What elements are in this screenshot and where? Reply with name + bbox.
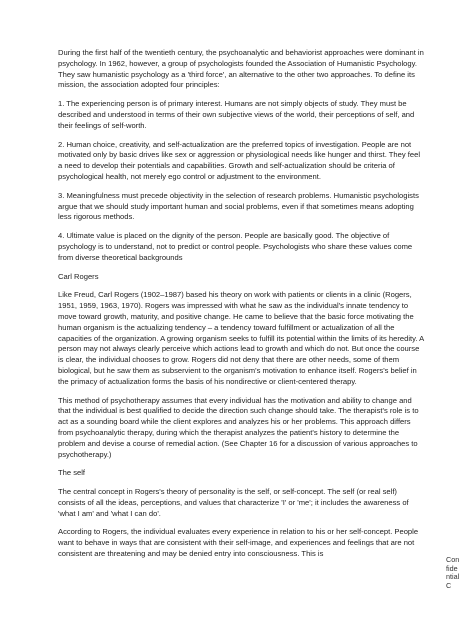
intro-paragraph: During the first half of the twentieth century, the psychoanalytic and behaviorist approaches were dominant in psychology. In 1962, however, a group of psychologists founded the Association of Humanistic Psychology. They saw humanistic psychology as a 'third force', an alternative to the other two approaches. To define its mission, the association adopted four principles: [58, 48, 424, 90]
principle-4: 4. Ultimate value is placed on the dignity of the person. People are basically good. The objective of psychology is to understand, not to predict or control people. Psychologists who share these values come from diverse theoretical backgrounds [58, 231, 413, 262]
document-body [58, 48, 424, 568]
therapy-paragraph: This method of psychotherapy assumes that every individual has the motivation and ability to change and that the individual is best qualified to decide the direction such change should take. The therapist's role is to act as a sounding board while the client explores and analyzes his or her problems. This approach differs from psychoanalytic therapy, during which the therapist analyzes the patient's history to determine the problem and devise a course of remedial action. (See Chapter 16 for a discussion of various approaches to psychotherapy.) [58, 395, 419, 459]
heading-carl-rogers: Carl Rogers [58, 271, 99, 281]
confidential-sidebar-label: Confidential C [446, 555, 460, 590]
self-paragraph: The central concept in Rogers's theory of personality is the self, or self-concept. The self (or real self) consists of all the ideas, perceptions, and values that characterize 'I' or 'me'; it includes the awareness of 'what I am' and 'what I can do'. [58, 487, 409, 518]
rogers-paragraph: Like Freud, Carl Rogers (1902–1987) based his theory on work with patients or clients in a clinic (Rogers, 1951, 1959, 1963, 1970). Rogers was impressed with what he saw as the individual's innate tendency to move toward growth, maturity, and positive change. He came to believe that the basic force motivating the human organism is the actualizing tendency – a tendency toward fulfillment or actualization of all the capacities of the organization. A growing organism seeks to fulfill its potential within the limits of its heredity. A person may not always clearly perceive which actions lead to growth and which do not. But once the course is clear, the individual chooses to grow. Rogers did not deny that there are other needs, some of them biological, but he saw them as subservient to the organism's motivation to enhance itself. Rogers's belief in the primacy of actualization forms the basis of his nondirective or client-centered therapy. [58, 290, 424, 386]
principle-2: 2. Human choice, creativity, and self-actualization are the preferred topics of investigation. People are not motivated only by basic drives like sex or aggression or physiological needs like hunger and thirst. They feel a need to develop their potentials and capabilities. Growth and self-actualization should be criteria of psychological health, not merely ego control or adjustment to the environment. [58, 139, 421, 181]
evaluation-paragraph: According to Rogers, the individual evaluates every experience in relation to his or her self-concept. People want to behave in ways that are consistent with their self-image, and experiences and feelings that are not consistent are threatening and may be denied entry into consciousness. This is [58, 527, 419, 559]
principle-3: 3. Meaningfulness must precede objectivity in the selection of research problems. Humanistic psychologists argue that we should study important human and social problems, even if that sometimes means adopting less rigorous methods. [58, 190, 419, 222]
principle-1: 1. The experiencing person is of primary interest. Humans are not simply objects of study. They must be described and understood in terms of their own subjective views of the world, their perceptions of self, and their feelings of self-worth. [58, 99, 415, 130]
heading-the-self: The self [58, 468, 86, 478]
